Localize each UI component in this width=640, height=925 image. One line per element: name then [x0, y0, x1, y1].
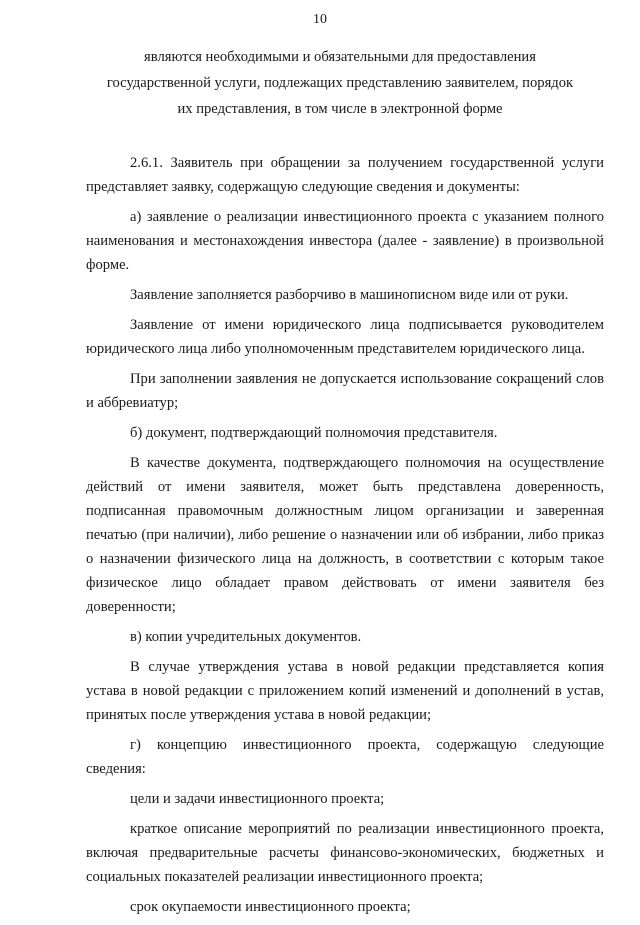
paragraph-payback-period: срок окупаемости инвестиционного проекта; — [130, 899, 411, 915]
paragraph-a-application: а) заявление о реализации инвестиционного проекта с указанием полного наименования и местонахождения инвестора (далее - заявление) в произвольной форме. — [86, 209, 604, 273]
paragraph-power-of-attorney: В качестве документа, подтверждающего полномочия на осуществление действий от имени заявителя, может быть представлена доверенность, подписанная правомочным должностным лицом организации и заверенная печатью (при наличии), либо решение о назначении или об избрании, либо приказ о назначении физического лица на должность, в соответствии с которым такое физическое лицо обладает правом действовать от имени заявителя без доверенности; — [86, 455, 604, 615]
paragraph-charter-new-edition: В случае утверждения устава в новой редакции представляется копия устава в новой редакции с приложением копий изменений и дополнений в устав, принятых после утверждения устава в новой редакции; — [86, 659, 604, 723]
paragraph-2-6-1: 2.6.1. Заявитель при обращении за получением государственной услуги представляет заявку, содержащую следующие сведения и документы: — [86, 155, 604, 195]
document-body — [86, 151, 604, 925]
paragraph-b-authority-document: б) документ, подтверждающий полномочия представителя. — [130, 425, 498, 441]
paragraph-measures-description: краткое описание мероприятий по реализации инвестиционного проекта, включая предварительные расчеты финансово-экономических, бюджетных и социальных показателей реализации инвестиционного проекта; — [86, 821, 604, 885]
section-heading: являются необходимыми и обязательными для предоставления государственной услуги, подлежащих представлению заявителем, порядок их представления, в том числе в электронной форме — [106, 49, 574, 117]
page-number: 10 — [313, 12, 327, 27]
paragraph-goals: цели и задачи инвестиционного проекта; — [130, 791, 385, 807]
paragraph-no-abbreviations: При заполнении заявления не допускается использование сокращений слов и аббревиатур; — [86, 371, 604, 411]
paragraph-application-legibility: Заявление заполняется разборчиво в машинописном виде или от руки. — [130, 287, 569, 303]
paragraph-g-project-concept: г) концепцию инвестиционного проекта, содержащую следующие сведения: — [86, 737, 604, 777]
paragraph-v-founding-documents: в) копии учредительных документов. — [130, 629, 362, 645]
paragraph-application-signature: Заявление от имени юридического лица подписывается руководителем юридического лица либо уполномоченным представителем юридического лица. — [86, 317, 604, 357]
